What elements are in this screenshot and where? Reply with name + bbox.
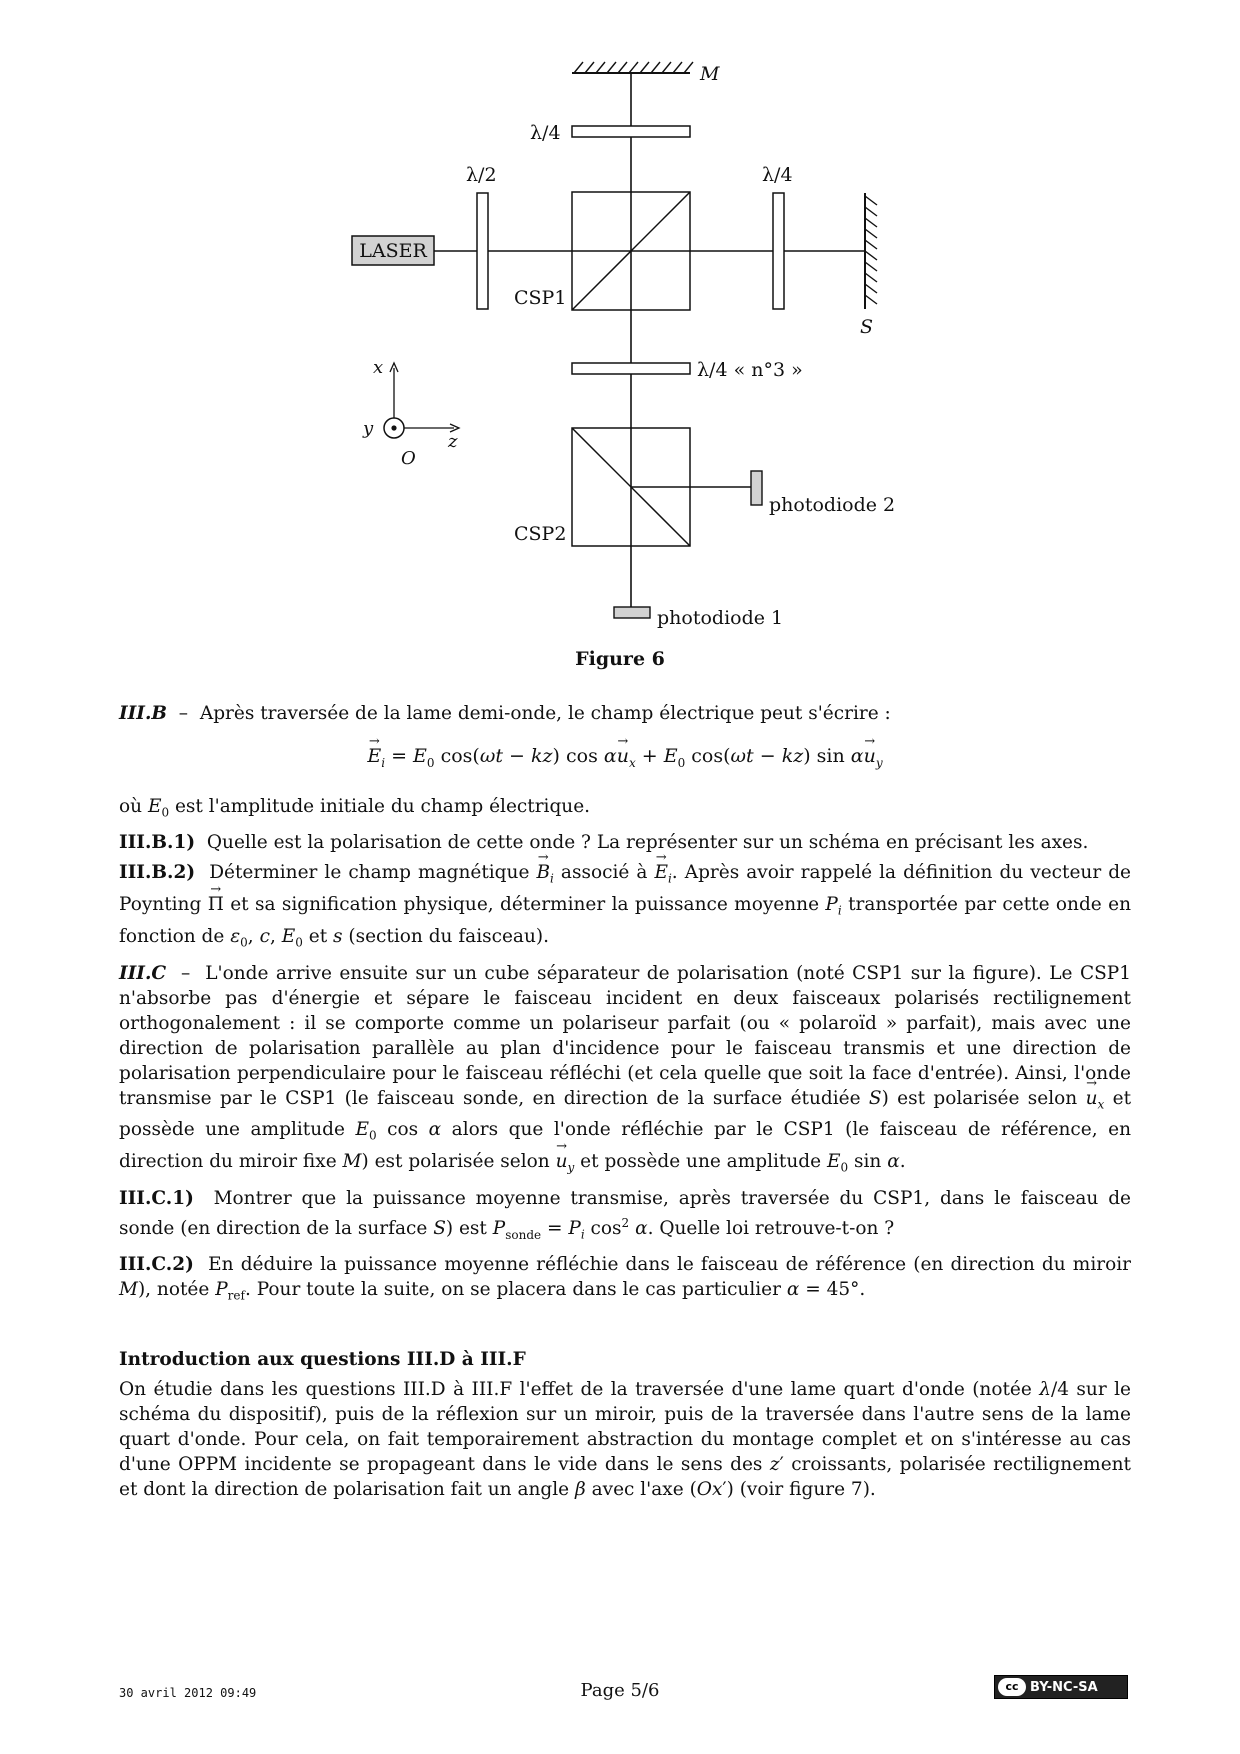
section-c: III.C – L'onde arrive ensuite sur un cube séparateur de polarisation (noté CSP1 sur la figure). Le CSP1 n'absorbe pas d'énergie et sépare le faisceau incident en deux faisceaux polarisés rectilignement orthogonalement : il se comporte comme un polariseur parfait (ou « polaroïd » parfait), mais avec une direction de polarisation parallèle au plan d'incidence pour le faisceau transmis et une direction de polarisation perpendiculaire pour le faisceau réfléchi (et cela quelle que soit la face d'entrée). Ainsi, l'onde transmise par le CSP1 (le faisceau sonde, en direction de la surface étudiée S) est polarisée selon → $u_x$ et possède une amplitude $E_0$ cos α alors que l'onde réfléchie par le CSP1 (le faisceau de référence, en direction du miroir fixe M) est polarisée selon → $u_y$ et possède une amplitude $E_0$ sin α. (119, 961, 1131, 1181)
origin-label: O (401, 448, 416, 469)
wave-plate-3-label: λ/4 « n°3 » (697, 359, 803, 381)
photodiode-1-label: photodiode 1 (657, 607, 784, 629)
axis-x-label: x (373, 357, 384, 378)
section-b-after-equation: où $E_0$ est l'amplitude initiale du champ électrique. (119, 795, 591, 820)
mirror-m-label: M (700, 63, 720, 85)
license-badge (994, 1675, 1128, 1699)
question-b1: III.B.1) Quelle est la polarisation de cette onde ? La représenter sur un schéma en précisant les axes. (119, 832, 1089, 854)
surface-s (865, 193, 877, 309)
intro-paragraph: On étudie dans les questions III.D à III.F l'effet de la traversée d'une lame quart d'onde (notée λ/4 sur le schéma du dispositif), puis de la réflexion sur un miroir, puis de la traversée dans l'autre sens de la lame quart d'onde. Pour cela, on fait temporairement abstraction du montage complet et on s'intéresse au cas d'une OPPM incidente se propageant dans le vide dans le sens des z′ croissants, polarisée rectilignement et dont la direction de polarisation fait un angle β avec l'axe (Ox′) (voir figure 7). (119, 1379, 1131, 1501)
wave-plate-3 (572, 363, 690, 374)
figure-6-diagram (0, 0, 1240, 640)
photodiode-1 (614, 607, 650, 618)
half-wave-plate (477, 193, 488, 309)
intro-heading: Introduction aux questions III.D à III.F (119, 1349, 526, 1371)
axes (384, 363, 459, 438)
question-c1: III.C.1) Montrer que la puissance moyenne transmise, après traversée du CSP1, dans le faisceau de sonde (en direction de la surface S) est $P_{sonde} = P_i$ $\cos^2 \alpha$. Quelle loi retrouve-t-on ? (119, 1187, 1131, 1242)
photodiode-2-label: photodiode 2 (769, 494, 896, 516)
mirror-m (572, 62, 693, 73)
body-text (119, 701, 1131, 1507)
section-b-intro: III.B – Après traversée de la lame demi-onde, le champ électrique peut s'écrire : (119, 703, 891, 724)
half-wave-label: λ/2 (466, 164, 497, 186)
csp1-label: CSP1 (514, 287, 567, 309)
csp2-label: CSP2 (514, 523, 567, 545)
electric-field-equation: → $E_i = E_0$ cos(ωt − kz) $\cos \alpha\to u_x + E_0$ cos(ωt − kz) $\sin \alpha\to u_y$ (119, 744, 1131, 776)
section-b-lead: III.B (119, 703, 168, 724)
footer-date: 30 avril 2012 09:49 (119, 1686, 257, 1700)
wave-plate-top-label: λ/4 (530, 122, 561, 144)
license-text: BY-NC-SA (1030, 1679, 1098, 1695)
wave-plate-right-label: λ/4 (762, 164, 793, 186)
wave-plate-top (572, 126, 690, 137)
axis-z-label: z (448, 431, 458, 452)
wave-plate-right (773, 193, 784, 309)
question-b2: III.B.2) Déterminer le champ magnétique → $B_i$ associé à → $E_i$. Après avoir rappelé la définition du vecteur de Poynting → Π et sa signification physique, déterminer la puissance moyenne $P_i$ transportée par cette onde en fonction de $\varepsilon_0$, c, $E_0$ et s (section du faisceau). (119, 860, 1131, 955)
laser-label: LASER (359, 240, 427, 262)
page-number: Page 5/6 (580, 1680, 660, 1701)
laser-source (352, 236, 434, 265)
surface-s-label: S (860, 316, 874, 338)
axis-y-label: y (363, 418, 374, 439)
cc-icon: cc (998, 1678, 1026, 1696)
figure-caption: Figure 6 (575, 648, 665, 670)
question-c2: III.C.2) En déduire la puissance moyenne réfléchie dans le faisceau de référence (en direction du miroir M), notée $P_{ref}$. Pour toute la suite, on se placera dans le cas particulier α = 45°. (119, 1254, 1131, 1304)
photodiode-2 (751, 471, 762, 505)
